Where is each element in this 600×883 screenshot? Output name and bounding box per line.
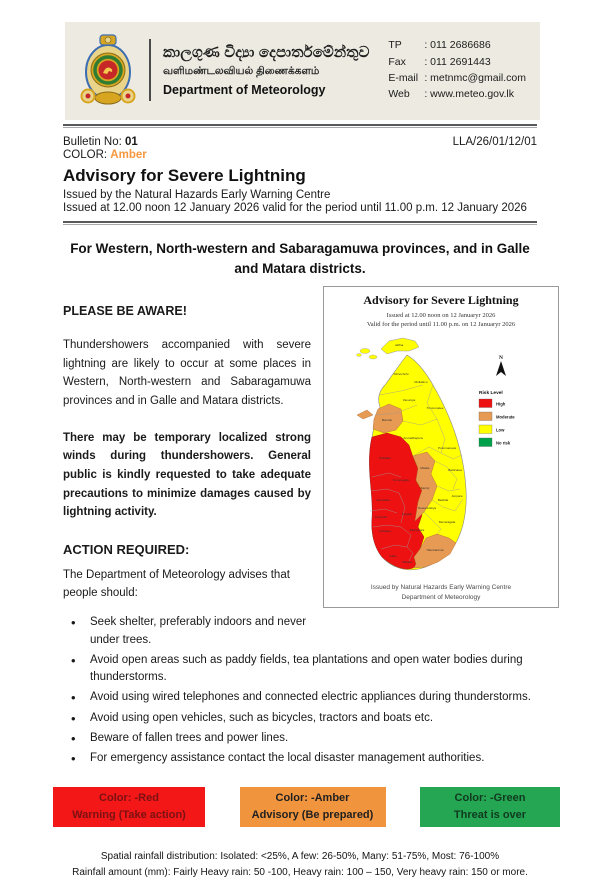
issued-by-line: Issued by the Natural Hazards Early Warning Centre <box>63 189 331 201</box>
north-arrow-icon <box>496 355 506 376</box>
list-item: • Avoid open areas such as paddy fields, tea plantations and open water bodies during thunderstorms. <box>63 652 537 687</box>
dept-title-english: Department of Meteorology <box>163 82 326 97</box>
svg-text:Mullaitivu: Mullaitivu <box>414 380 428 385</box>
aware-paragraph-1: Thundershowers accompanied with severe lightning are likely to occur at some places in Western, North-western and Sabaragamuwa provinces and in Galle and Matara districts. <box>63 339 311 407</box>
legend-title: Risk Level <box>479 391 503 397</box>
map-caption: Issued by Natural Hazards Early Warning Centre Department of Meteorology <box>370 584 512 602</box>
svg-text:Mannar: Mannar <box>381 418 393 423</box>
bulletin-meta <box>63 136 537 214</box>
advisory-document <box>0 22 600 883</box>
contact-email: E-mail : metnmc@gmail.com <box>388 72 526 84</box>
advisory-title: Advisory for Severe Lightning <box>63 166 306 185</box>
action-required-heading: ACTION REQUIRED: <box>63 541 190 557</box>
rainfall-amount-line: Rainfall amount (mm): Fairly Heavy rain: 50 -100, Heavy rain: 100 – 150, Very heavy rain: 150 or more. <box>72 866 528 878</box>
letterhead <box>65 22 540 120</box>
list-item: • Avoid using open vehicles, such as bicycles, tractors and boats etc. <box>63 710 537 727</box>
contact-block <box>388 37 528 102</box>
scope-heading: For Western, North-western and Sabaragamuwa provinces, and in Galle and Matara districts. <box>70 241 530 276</box>
contact-web: Web : www.meteo.gov.lk <box>388 88 514 101</box>
please-be-aware-heading: PLEASE BE AWARE! <box>63 304 187 319</box>
legend-swatch-high <box>479 399 492 408</box>
svg-text:Kilinochchi: Kilinochchi <box>393 372 409 377</box>
svg-text:Hambantota: Hambantota <box>426 548 444 553</box>
legend-swatch-moderate <box>479 412 492 421</box>
advice-list-wide <box>63 689 537 767</box>
list-item: • Beware of fallen trees and power lines. <box>63 730 537 747</box>
svg-text:Moderate: Moderate <box>496 414 515 420</box>
svg-text:N: N <box>499 355 503 362</box>
legend-swatch-low <box>479 425 492 434</box>
svg-text:Vavuniya: Vavuniya <box>402 398 416 403</box>
dept-title-sinhala: කාලගුණ විද්‍යා දෙපාර්තමේන්තුව <box>163 43 370 61</box>
svg-text:Colombo: Colombo <box>374 515 388 520</box>
svg-text:Gampaha: Gampaha <box>376 498 390 503</box>
color-code-line: COLOR: Amber <box>63 149 147 161</box>
risk-map-card <box>323 286 559 608</box>
svg-text:Matara: Matara <box>402 560 412 565</box>
svg-text:Kalutara: Kalutara <box>379 529 391 534</box>
contact-phone: TP : 011 2686686 <box>388 39 491 52</box>
svg-text:Kegalle: Kegalle <box>401 512 413 517</box>
aware-paragraph-2: There may be temporary localized strong winds during thundershowers. General public is kindly requested to take adequate precautions to minimize damages caused by lightning activity. <box>63 431 311 519</box>
svg-text:Matale: Matale <box>420 466 430 471</box>
svg-text:Galle: Galle <box>389 554 397 559</box>
validity-line: Issued at 12.00 noon 12 January 2026 valid for the period until 11.00 p.m. 12 January 2026 <box>63 202 527 214</box>
status-box-amber: Color: -Amber Advisory (Be prepared) <box>240 787 386 827</box>
svg-text:Batticaloa: Batticaloa <box>448 468 462 473</box>
dept-title-tamil: வளிமண்டலவியல் திணைக்களம் <box>163 64 320 77</box>
contact-fax: Fax : 011 2691443 <box>388 55 491 68</box>
color-code-value: Amber <box>110 149 147 161</box>
svg-text:Polonnaruwa: Polonnaruwa <box>437 446 457 451</box>
svg-text:Monaragala: Monaragala <box>438 520 456 525</box>
svg-text:Jaffna: Jaffna <box>394 343 404 348</box>
map-issued-lines <box>328 311 554 329</box>
header-rule <box>63 124 537 128</box>
svg-text:Low: Low <box>496 427 505 433</box>
map-issued-line: Issued at 12.00 noon on 12 Januaryr 2026 <box>386 312 496 320</box>
svg-text:Nuwara Eliya: Nuwara Eliya <box>417 506 437 511</box>
risk-legend <box>479 390 515 447</box>
list-item: • Avoid using wired telephones and connected electric appliances during thunderstorms. <box>63 689 537 706</box>
list-item: • Seek shelter, preferably indoors and never under trees. <box>63 614 537 649</box>
meta-rule <box>63 221 537 225</box>
svg-text:Trincomalee: Trincomalee <box>426 406 444 411</box>
status-box-green: Color: -Green Threat is over <box>420 787 560 827</box>
map-region-mannar-island <box>357 410 373 419</box>
rainfall-definitions <box>0 849 600 880</box>
svg-text:Anuradhapura: Anuradhapura <box>403 436 423 441</box>
svg-text:High: High <box>496 401 506 407</box>
legend-swatch-norisk <box>479 438 492 447</box>
svg-text:Kandy: Kandy <box>420 486 430 491</box>
status-box-red: Color: -Red Warning (Take action) <box>53 787 205 827</box>
svg-text:Ampara: Ampara <box>451 494 463 499</box>
bulletin-number: Bulletin No: 01 <box>63 136 138 148</box>
header-divider <box>149 39 151 101</box>
action-intro: The Department of Meteorology advises that people should: <box>63 568 290 599</box>
svg-text:Badulla: Badulla <box>437 498 449 503</box>
reference-number: LLA/26/01/12/01 <box>452 136 537 148</box>
list-item: • For emergency assistance contact the local disaster management authorities. <box>63 750 537 767</box>
rainfall-distribution-line: Spatial rainfall distribution: Isolated: <25%, A few: 26-50%, Many: 51-75%, Most: 76-100% <box>100 851 500 863</box>
sri-lanka-emblem-icon <box>77 32 139 108</box>
map-title: Advisory for Severe Lightning <box>363 293 519 308</box>
alert-color-legend <box>53 787 560 827</box>
svg-text:No risk: No risk <box>496 440 511 446</box>
svg-text:Puttalam: Puttalam <box>378 456 392 461</box>
svg-text:Ratnapura: Ratnapura <box>409 528 425 533</box>
advice-list-narrow <box>63 614 537 686</box>
map-valid-line: Valid for the period until 11.00 p.m. on 12 Januaryr 2026 <box>366 321 516 329</box>
svg-text:Kurunegala: Kurunegala <box>393 478 409 483</box>
sri-lanka-risk-map <box>329 331 553 581</box>
